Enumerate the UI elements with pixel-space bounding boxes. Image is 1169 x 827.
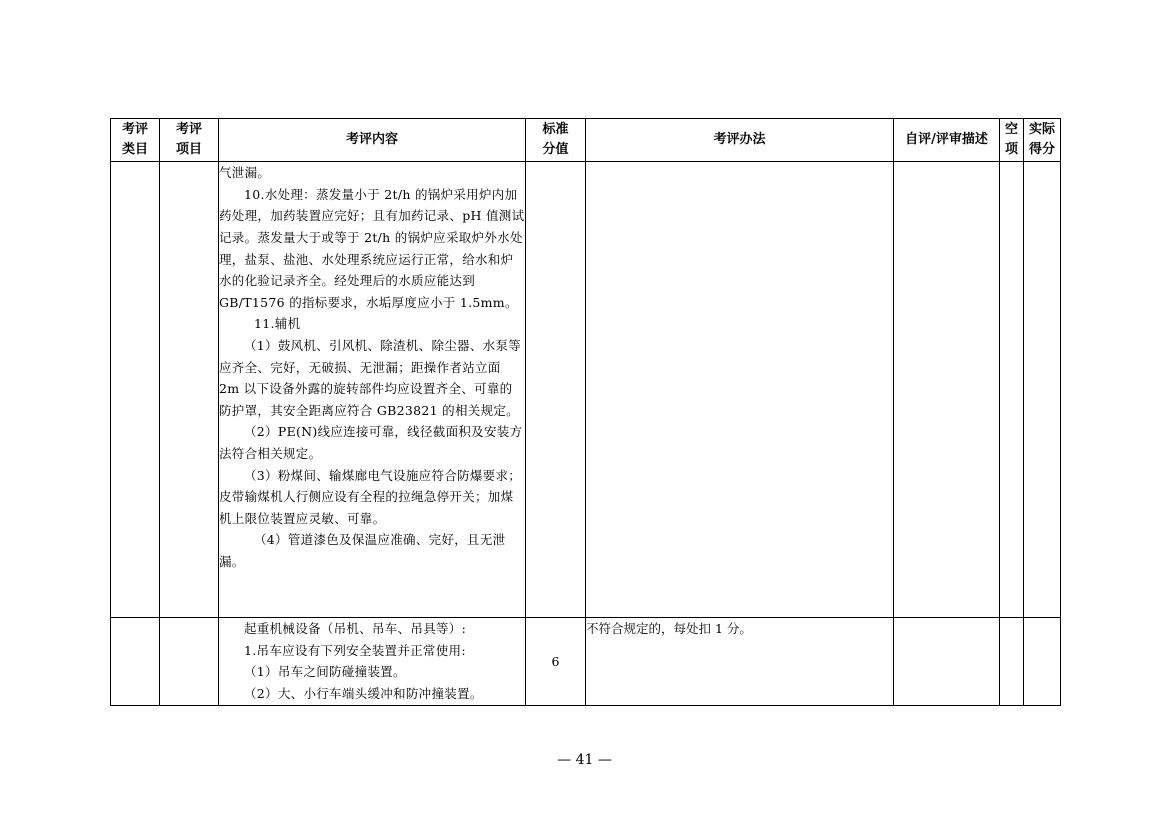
score-cell <box>526 618 586 706</box>
content-text: 气泄漏。 <box>219 165 271 181</box>
method-cell <box>586 162 894 618</box>
content-cell <box>219 618 526 706</box>
category-cell <box>111 618 160 706</box>
content-text: 10.水处理：蒸发量小于 2t/h 的锅炉采用炉内加药处理，加药装置应完好；且有加药记录、pH 值测试记录。蒸发量大于或等于 2t/h 的锅炉应采取炉外水处理，盐泵、盐池、水处理系统应运行正常，给水和炉水的化验记录齐全。经处理后的水质应能达到 GB/T1576 的指标要求，水垢厚度应小于 1.5mm。 <box>219 186 525 310</box>
score-value: 6 <box>551 654 560 670</box>
content-cell <box>219 162 526 618</box>
method-cell <box>586 618 894 706</box>
header-category: 考评 类目 <box>111 119 160 162</box>
self-review-cell <box>894 162 1000 618</box>
content-text: 1.吊车应设有下列安全装置并正常使用: <box>244 642 466 658</box>
actual-score-cell <box>1024 618 1061 706</box>
content-text: （1）吊车之间防碰撞装置。 <box>244 664 406 680</box>
header-actual: 实际 得分 <box>1024 119 1061 162</box>
page-number: — 41 — <box>557 752 612 768</box>
item-cell <box>160 618 219 706</box>
evaluation-table <box>110 118 1061 706</box>
empty-cell <box>1000 618 1024 706</box>
method-text: 不符合规定的，每处扣 1 分。 <box>586 621 752 637</box>
item-cell <box>160 162 219 618</box>
header-empty: 空 项 <box>1000 119 1024 162</box>
header-item: 考评 项目 <box>160 119 219 162</box>
header-method: 考评办法 <box>586 119 894 162</box>
empty-cell <box>1000 162 1024 618</box>
table-row <box>111 618 1061 706</box>
category-cell <box>111 162 160 618</box>
content-text: （2）PE(N)线应连接可靠，线径截面积及安装方法符合相关规定。 <box>219 424 523 461</box>
content-text: 11.辅机 <box>254 316 301 332</box>
content-text: （1）鼓风机、引风机、除渣机、除尘器、水泵等应齐全、完好，无破损、无泄漏；距操作者站立面 2m 以下设备外露的旋转部件均应设置齐全、可靠的防护罩，其安全距离应符合 GB23821 的相关规定。 <box>219 337 522 418</box>
score-cell <box>526 162 586 618</box>
content-text: （2）大、小行车端头缓冲和防冲撞装置。 <box>244 686 483 701</box>
content-text: （4）管道漆色及保温应准确、完好，且无泄漏。 <box>219 532 506 569</box>
content-text: 起重机械设备（吊机、吊车、吊具等）: <box>244 621 467 637</box>
table-row <box>111 162 1061 618</box>
self-review-cell <box>894 618 1000 706</box>
content-text: （3）粉煤间、输煤廊电气设施应符合防爆要求；皮带输煤机人行侧应设有全程的拉绳急停开关；加煤机上限位装置应灵敏、可靠。 <box>219 467 522 526</box>
header-self-review: 自评/评审描述 <box>894 119 1000 162</box>
header-row <box>111 119 1061 162</box>
header-content: 考评内容 <box>219 119 526 162</box>
header-score: 标准 分值 <box>526 119 586 162</box>
actual-score-cell <box>1024 162 1061 618</box>
